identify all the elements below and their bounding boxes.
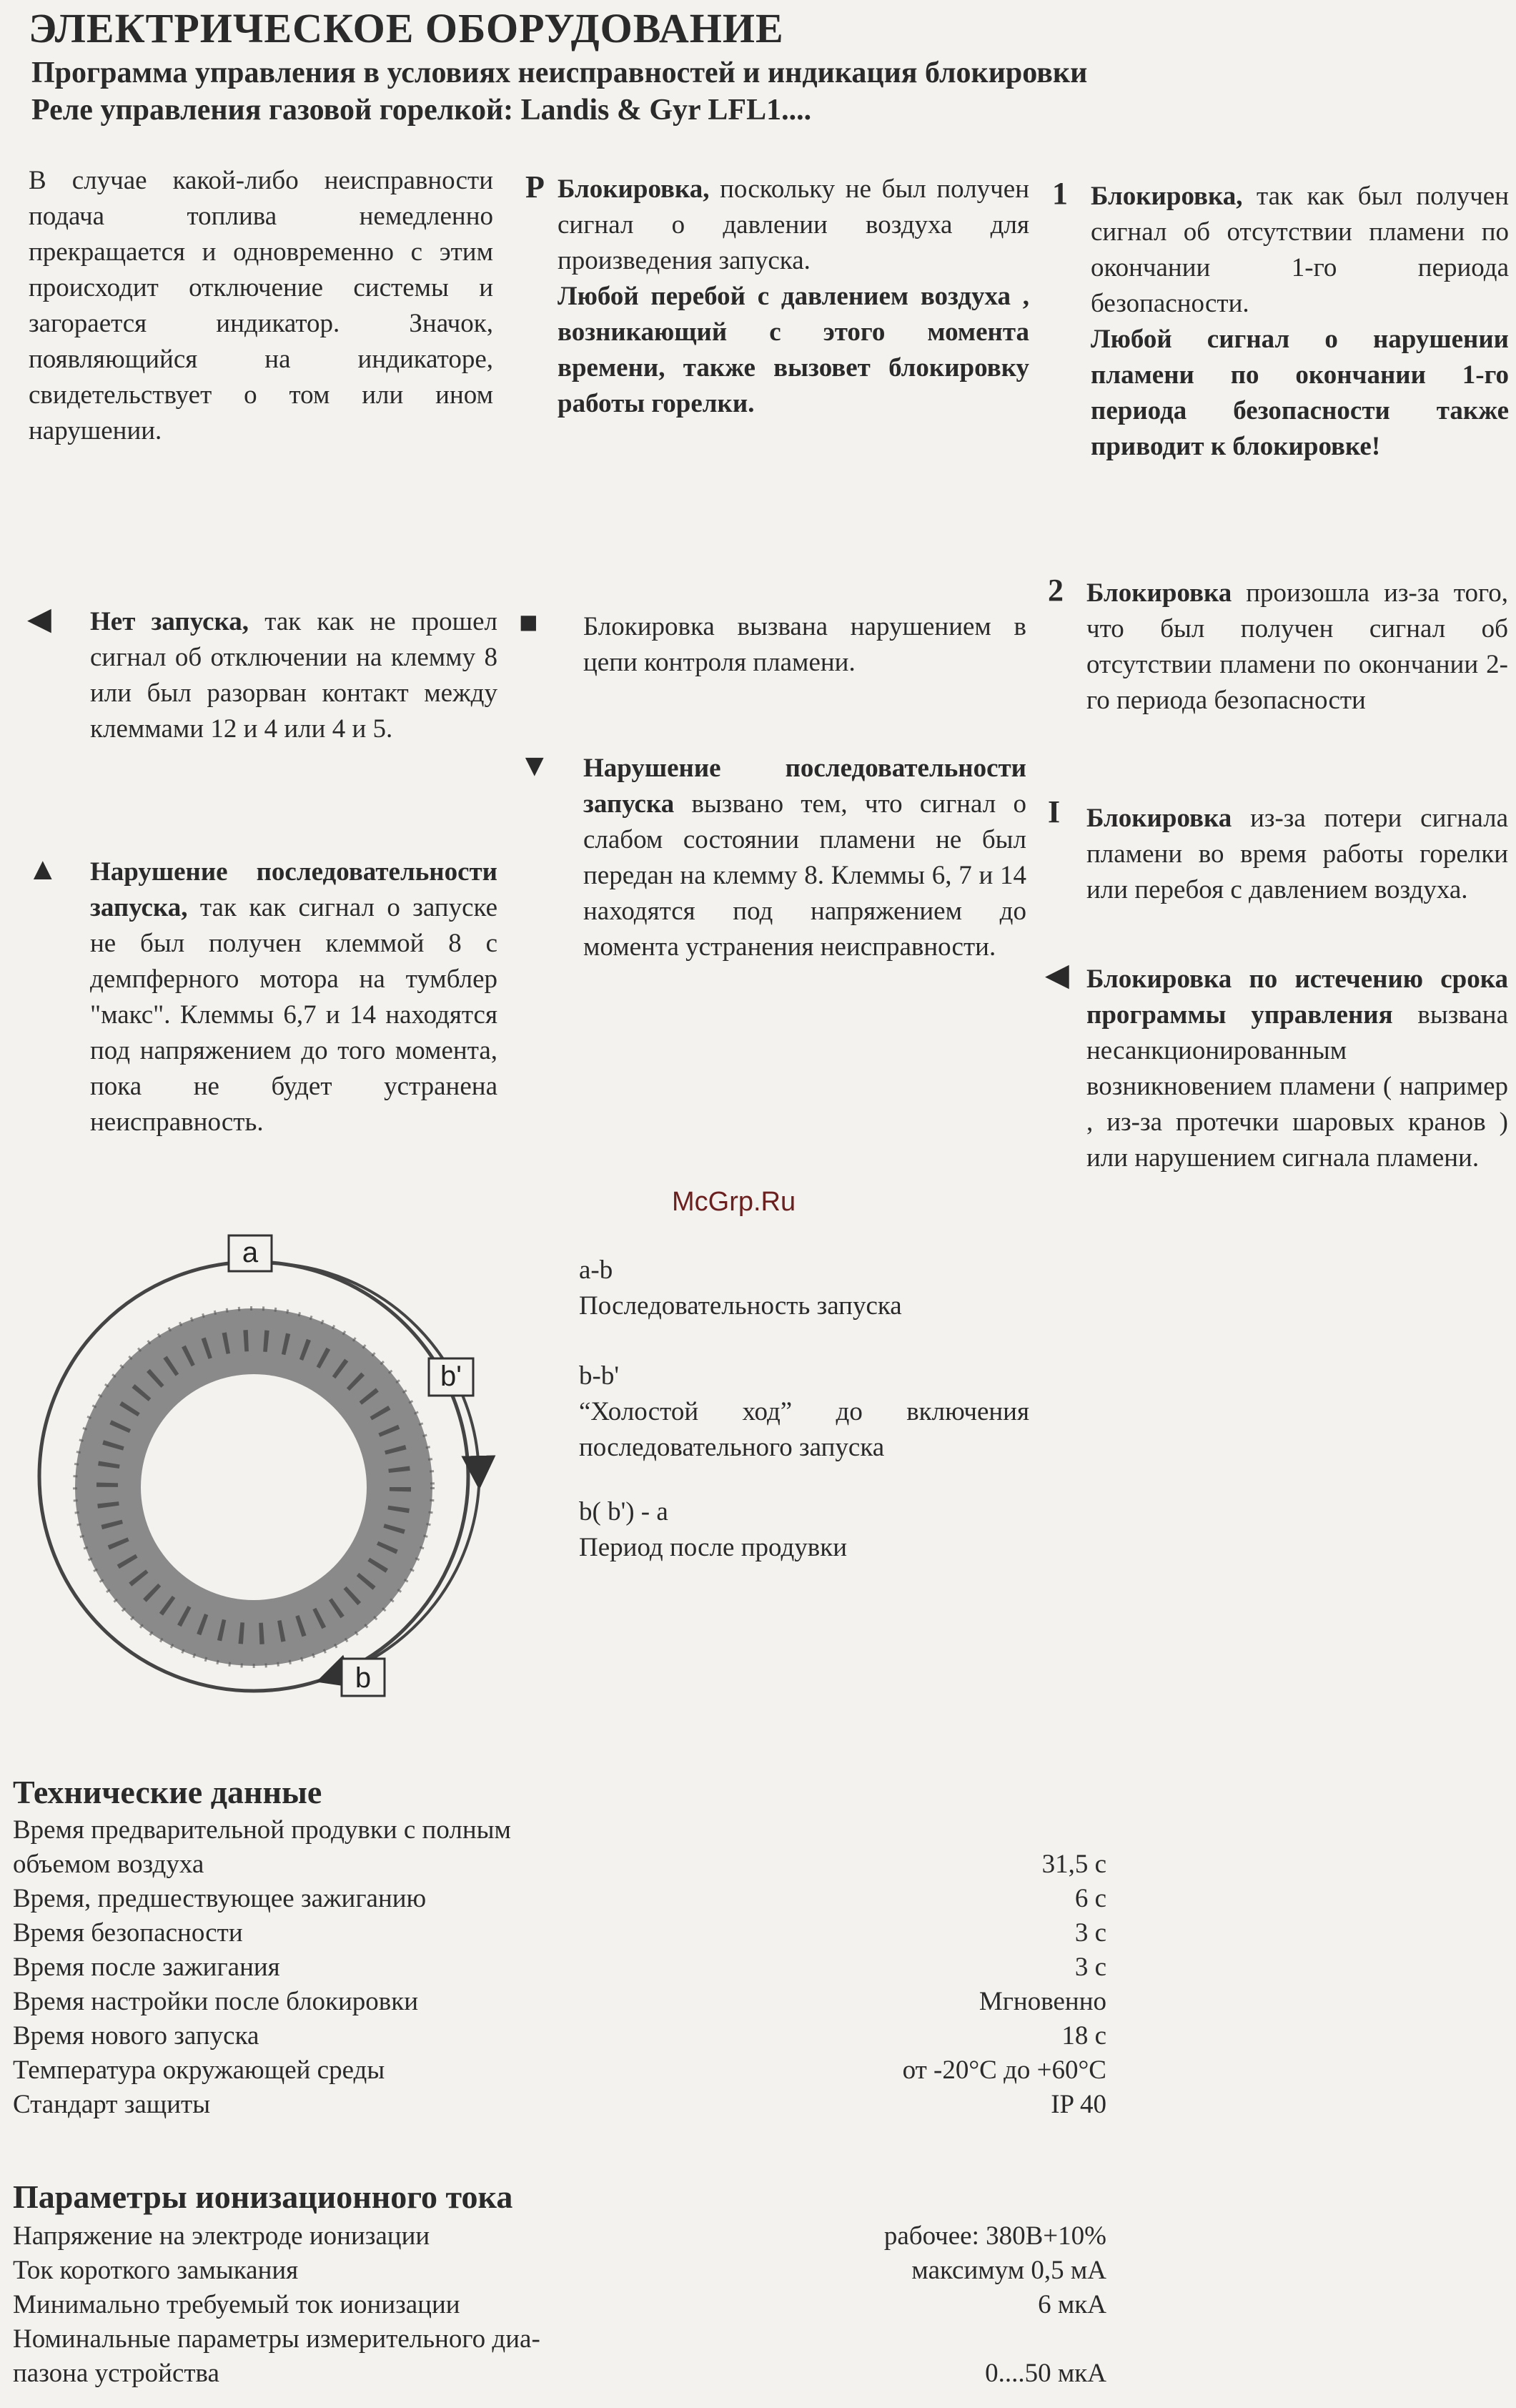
p-block-paragraph: [558, 172, 1029, 422]
seq-violation-text: так как сигнал о запуске не был получен клеммой 8 с демпферного мотора на тумблер "макс". Клеммы 6,7 и 14 находятся под напряжением до того момента, пока не будет устранена неисправность.: [90, 893, 497, 1137]
legend-code-ab: a-b: [579, 1255, 613, 1285]
block-1-text: так как был получен сигнал об отсутствии пламени по окончании 1-го периода безопасности.: [1091, 182, 1509, 318]
block-1-bold2: Любой сигнал о нарушении пламени по окончании 1-го периода безопасности также приводит к блокировке!: [1091, 325, 1509, 461]
legend-desc-ab: Последовательность запуска: [579, 1291, 902, 1321]
block-2-text: произошла из-за того, что был получен сигнал об отсутствии пламени по окончании 2-го периода безопасности: [1086, 578, 1508, 715]
ion-value: максимум 0,5 мА: [911, 2256, 1106, 2285]
ion-key: Напряжение на электроде ионизации: [13, 2221, 430, 2251]
ion-value: 6 мкА: [1038, 2290, 1106, 2319]
tech-row: [13, 2019, 1106, 2053]
tech-key: Время, предшествующее зажиганию: [13, 1884, 427, 1913]
tech-value: Мгновенно: [979, 1987, 1106, 2016]
triangle-up-icon: ▲: [27, 852, 59, 887]
ion-params-table: [13, 2219, 1106, 2398]
tag-a-label: a: [242, 1237, 259, 1268]
relay-model-title: Реле управления газовой горелкой: Landis & Gyr LFL1....: [31, 94, 812, 127]
square-block-paragraph: Блокировка вызвана нарушением в цепи контроля пламени.: [583, 612, 1026, 677]
tech-row: [13, 1985, 1106, 2019]
tech-row: [13, 2053, 1106, 2088]
tech-key: Время настройки после блокировки: [13, 1987, 419, 2016]
marker-2: 2: [1048, 573, 1064, 608]
p-marker: P: [525, 169, 545, 204]
p-block-bold: Блокировка,: [558, 174, 710, 204]
no-start-text: так как не прошел сигнал об отключении на клемму 8 или был разорван контакт между клеммами 12 и 4 или 4 и 5.: [90, 607, 497, 744]
ion-key: Ток короткого замыкания: [13, 2256, 299, 2285]
ion-row: [13, 2357, 1106, 2391]
tech-row: [13, 1950, 1106, 1985]
block-2-bold: Блокировка: [1086, 578, 1232, 608]
tech-value: от -20°C до +60°C: [902, 2056, 1106, 2085]
legend: [579, 1253, 1029, 1566]
tag-b-prime: [429, 1358, 473, 1396]
bar-block-paragraph: [1086, 801, 1508, 908]
legend-desc-bb: “Холостой ход” до включения последовательного запуска: [579, 1397, 1029, 1462]
tech-key: Время после зажигания: [13, 1953, 280, 1982]
tech-key: Время нового запуска: [13, 2021, 259, 2051]
seq-violation-paragraph: [90, 854, 497, 1140]
block-1-paragraph: [1091, 179, 1509, 465]
arrow-block-paragraph: [1086, 962, 1508, 1176]
tri-block-text: вызвано тем, что сигнал о слабом состоянии пламени не был передан на клемму 8. Клеммы 6, 7 и 14 находятся под напряжением до момента устранения неисправности.: [583, 789, 1026, 962]
ion-value: рабочее: 380В+10%: [883, 2221, 1106, 2251]
bar-marker: I: [1048, 794, 1061, 829]
dial-center: [141, 1374, 367, 1600]
ion-row: [13, 2322, 1106, 2357]
tech-value: 6 с: [1074, 1884, 1106, 1913]
tech-value: 31,5 с: [1041, 1850, 1106, 1879]
page-title: ЭЛЕКТРИЧЕСКОЕ ОБОРУДОВАНИЕ: [29, 5, 784, 51]
program-dial: [7, 1230, 507, 1716]
legend-code-ba: b( b') - a: [579, 1497, 668, 1526]
tech-row: [13, 1813, 1106, 1847]
tech-key: Время предварительной продувки с полным: [13, 1815, 511, 1845]
watermark: McGrp.Ru: [672, 1187, 796, 1217]
arrow-block-bold: Блокировка по истечению срока программы управления: [1086, 964, 1508, 1030]
ion-row: [13, 2288, 1106, 2322]
block-2-paragraph: [1086, 576, 1508, 719]
ion-key: Минимально требуемый ток ионизации: [13, 2290, 460, 2319]
no-start-paragraph: [90, 604, 497, 747]
tech-key: объемом воздуха: [13, 1850, 204, 1879]
tech-value: 3 с: [1074, 1918, 1106, 1948]
seq-violation-bold: Нарушение последовательности запуска,: [90, 857, 497, 922]
tech-key: Температура окружающей среды: [13, 2056, 385, 2085]
bar-block-bold: Блокировка: [1086, 804, 1232, 833]
tech-value: 18 с: [1061, 2021, 1106, 2051]
block-1-bold: Блокировка,: [1091, 182, 1243, 211]
legend-code-bb: b-b': [579, 1361, 619, 1391]
tech-key: Время безопасности: [13, 1918, 243, 1948]
tech-data-table: [13, 1813, 1106, 2128]
tri-block-bold: Нарушение последовательности запуска: [583, 754, 1026, 819]
no-start-bold: Нет запуска,: [90, 607, 249, 636]
ion-params-title: Параметры ионизационного тока: [13, 2178, 513, 2215]
marker-1: 1: [1052, 176, 1068, 211]
tech-key: Стандарт защиты: [13, 2090, 211, 2119]
tech-row: [13, 1916, 1106, 1950]
tech-value: 3 с: [1074, 1953, 1106, 1982]
p-block-text: поскольку не был получен сигнал о давлении воздуха для произведения запуска.: [558, 174, 1029, 275]
tri-block-paragraph: [583, 751, 1026, 965]
ion-row: [13, 2254, 1106, 2288]
tag-a: [229, 1235, 272, 1271]
bar-block-text: из-за потери сигнала пламени во время работы горелки или перебоя с давлением воздуха.: [1086, 804, 1508, 904]
ion-row: [13, 2219, 1106, 2254]
tech-row: [13, 1882, 1106, 1916]
ion-key: Номинальные параметры измерительного диа-: [13, 2324, 540, 2354]
tech-data-title: Технические данные: [13, 1774, 322, 1810]
tag-b: [342, 1659, 385, 1696]
arrow-left-icon-2: ◀: [1045, 957, 1069, 992]
legend-desc-ba: Период после продувки: [579, 1533, 848, 1562]
ion-key: пазона устройства: [13, 2359, 219, 2388]
tag-b-prime-label: b': [440, 1361, 462, 1392]
arrow-left-icon: ◀: [27, 601, 51, 636]
page-subtitle: Программа управления в условиях неисправностей и индикация блокировки: [31, 56, 1088, 89]
tech-row: [13, 1847, 1106, 1882]
square-icon: ■: [519, 605, 538, 640]
tag-b-label: b: [355, 1662, 372, 1694]
tech-row: [13, 2088, 1106, 2122]
p-block-bold2: Любой перебой с давлением воздуха , возникающий с этого момента времени, также вызовет блокировку работы горелки.: [558, 282, 1029, 418]
triangle-down-icon: ▼: [519, 748, 550, 783]
intro-paragraph: В случае какой-либо неисправности подача топлива немедленно прекращается и одновременно с этим происходит отключение системы и загорается индикатор. Значок, появляющийся на индикаторе, свидетельствует о том или ином нарушении.: [29, 166, 493, 445]
arrow-block-text: вызвана несанкционированным возникновением пламени ( например , из-за протечки шаровых кранов ) или нарушением сигнала пламени.: [1086, 1000, 1508, 1173]
ion-value: 0....50 мкА: [985, 2359, 1106, 2388]
tech-value: IP 40: [1051, 2090, 1106, 2119]
